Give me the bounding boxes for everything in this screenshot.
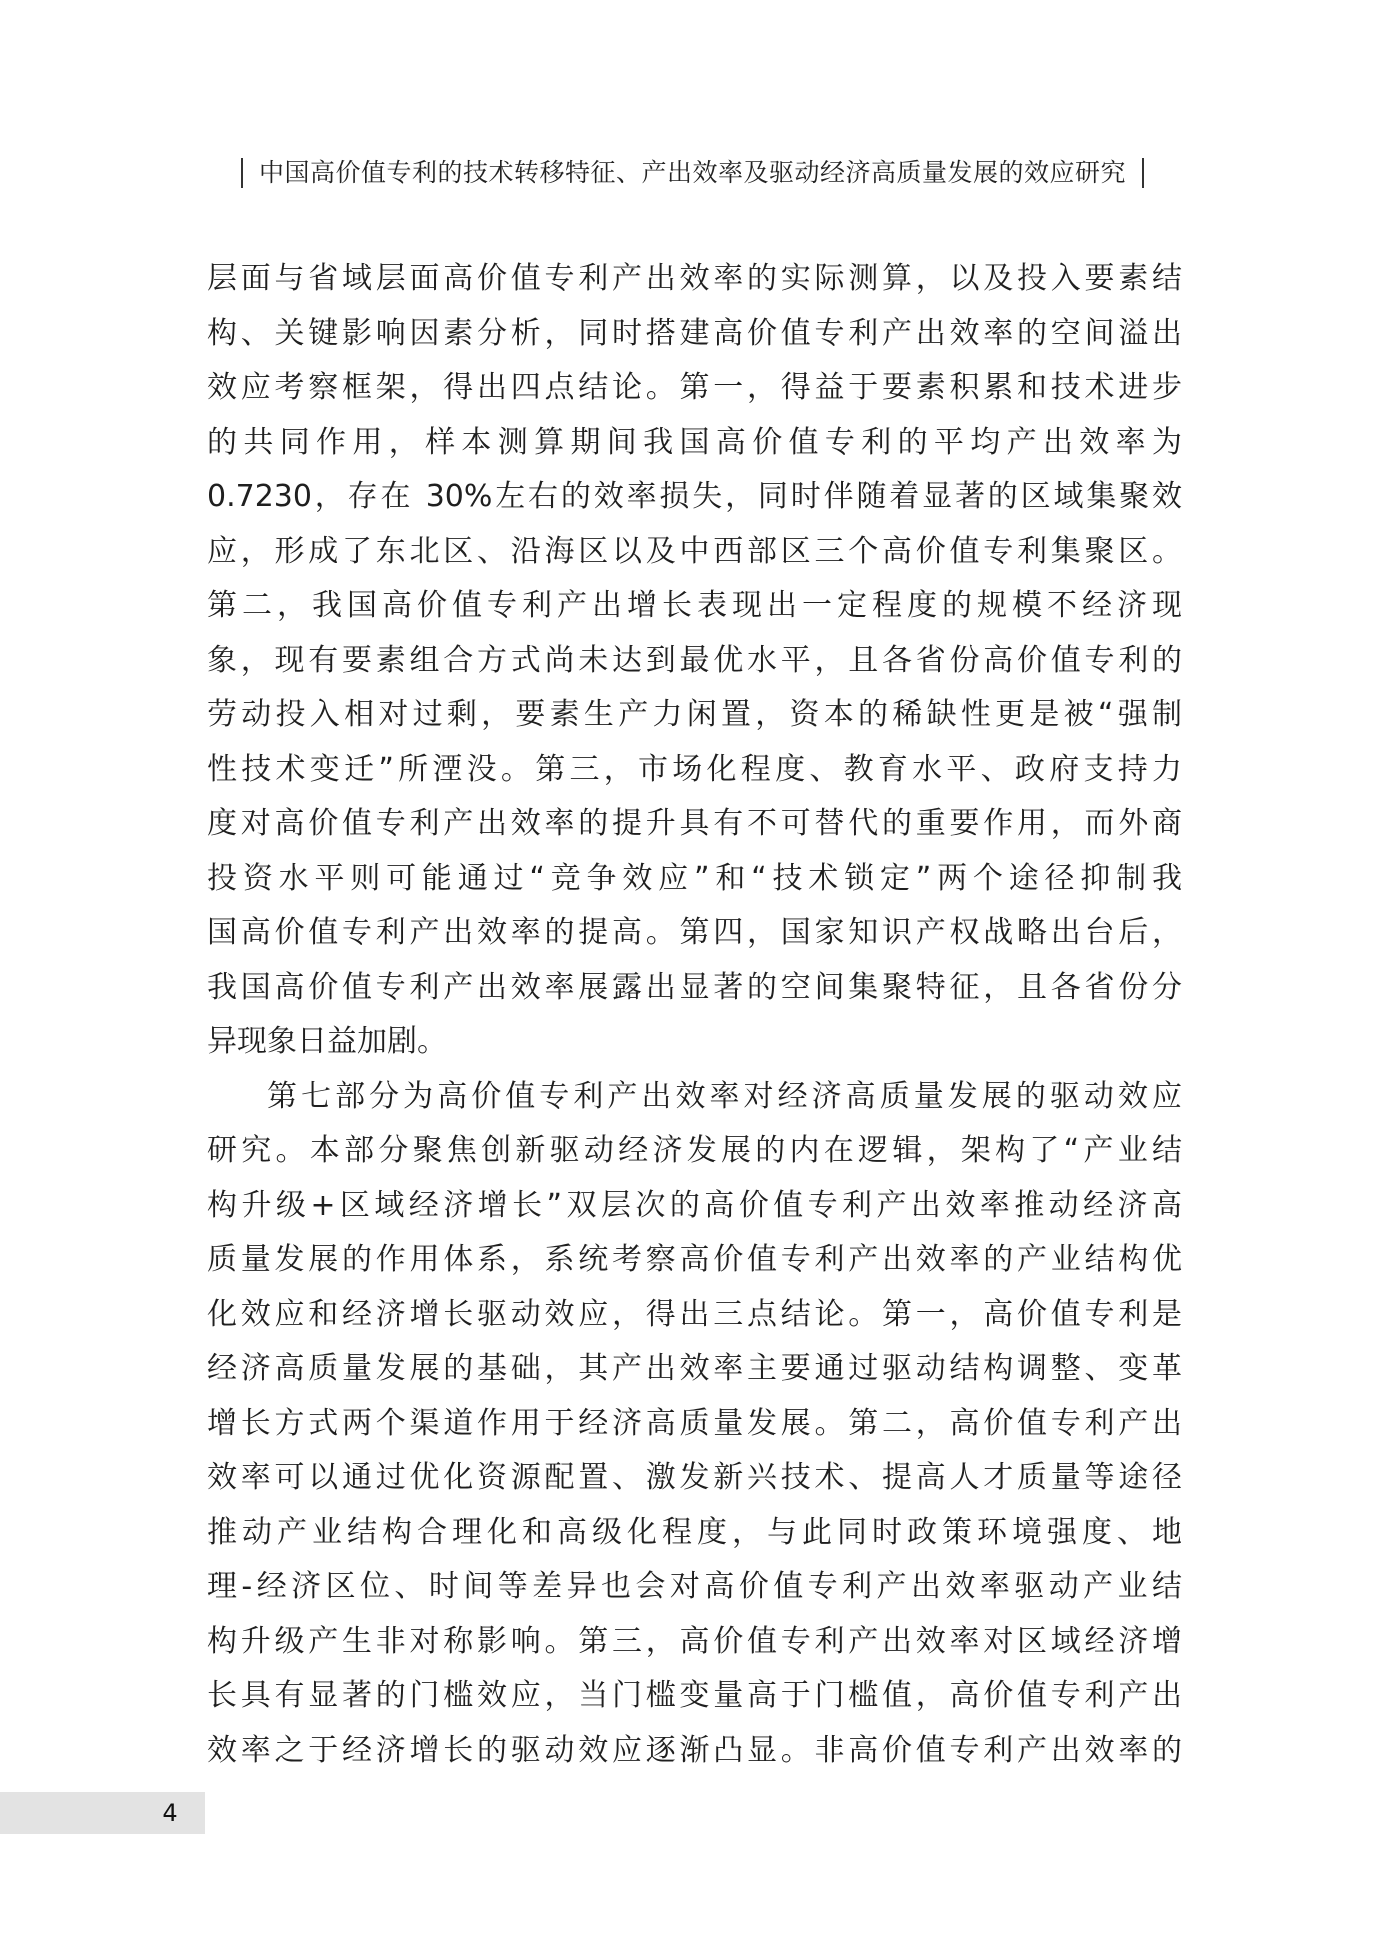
text-line: 层面与省域层面高价值专利产出效率的实际测算，以及投入要素结 — [207, 261, 1182, 296]
text-line: 长具有显著的门槛效应，当门槛变量高于门槛值，高价值专利产出 — [207, 1678, 1182, 1713]
text-line: 劳动投入相对过剩，要素生产力闲置，资本的稀缺性更是被“强制 — [207, 697, 1182, 732]
text-line: 增长方式两个渠道作用于经济高质量发展。第二，高价值专利产出 — [207, 1405, 1182, 1441]
text-line: 效率之于经济增长的驱动效应逐渐凸显。非高价值专利产出效率的 — [207, 1732, 1182, 1768]
text-line: 经济高质量发展的基础，其产出效率主要通过驱动结构调整、变革 — [207, 1351, 1182, 1386]
text-line: 效率可以通过优化资源配置、激发新兴技术、提高人才质量等途径 — [207, 1460, 1182, 1495]
text-line: 0.7230，存在 30%左右的效率损失，同时伴随着显著的区域集聚效 — [207, 479, 1182, 514]
text-line: 推动产业结构合理化和高级化程度，与此同时政策环境强度、地 — [207, 1514, 1182, 1550]
header-left-rule — [241, 158, 243, 188]
page-number: 4 — [162, 1799, 178, 1827]
text-line: 象，现有要素组合方式尚未达到最优水平，且各省份高价值专利的 — [207, 642, 1182, 678]
text-line: 化效应和经济增长驱动效应，得出三点结论。第一，高价值专利是 — [207, 1296, 1182, 1332]
paragraph — [207, 252, 1182, 1070]
text-line: 质量发展的作用体系，系统考察高价值专利产出效率的产业结构优 — [207, 1242, 1182, 1277]
text-line: 效应考察框架，得出四点结论。第一，得益于要素积累和技术进步 — [207, 370, 1182, 405]
text-line: 性技术变迁”所湮没。第三，市场化程度、教育水平、政府支持力 — [207, 751, 1182, 787]
text-line: 我国高价值专利产出效率展露出显著的空间集聚特征，且各省份分 — [207, 969, 1182, 1005]
text-line: 第七部分为高价值专利产出效率对经济高质量发展的驱动效应 — [267, 1078, 1182, 1114]
text-line: 理-经济区位、时间等差异也会对高价值专利产出效率驱动产业结 — [207, 1569, 1182, 1604]
text-line: 第二，我国高价值专利产出增长表现出一定程度的规模不经济现 — [207, 588, 1182, 623]
running-header — [0, 152, 1385, 193]
text-line: 构升级产生非对称影响。第三，高价值专利产出效率对区域经济增 — [207, 1623, 1182, 1659]
text-line: 国高价值专利产出效率的提高。第四，国家知识产权战略出台后， — [207, 915, 1182, 950]
text-line: 投资水平则可能通过“竞争效应”和“技术锁定”两个途径抑制我 — [207, 860, 1182, 896]
header-right-rule — [1142, 158, 1144, 188]
text-line: 构升级+区域经济增长”双层次的高价值专利产出效率推动经济高 — [207, 1187, 1182, 1223]
text-line: 异现象日益加剧。 — [207, 1024, 447, 1059]
text-line: 度对高价值专利产出效率的提升具有不可替代的重要作用，而外商 — [207, 806, 1182, 841]
header-title: 中国高价值专利的技术转移特征、产出效率及驱动经济高质量发展的效应研究 — [258, 158, 1126, 187]
text-line: 应，形成了东北区、沿海区以及中西部区三个高价值专利集聚区。 — [207, 533, 1182, 569]
paragraph — [207, 1070, 1182, 1779]
body-text — [207, 252, 1182, 1778]
text-line: 构、关键影响因素分析，同时搭建高价值专利产出效率的空间溢出 — [207, 315, 1182, 351]
text-line: 研究。本部分聚焦创新驱动经济发展的内在逻辑，架构了“产业结 — [207, 1133, 1182, 1168]
text-line: 的共同作用，样本测算期间我国高价值专利的平均产出效率为 — [207, 424, 1182, 460]
